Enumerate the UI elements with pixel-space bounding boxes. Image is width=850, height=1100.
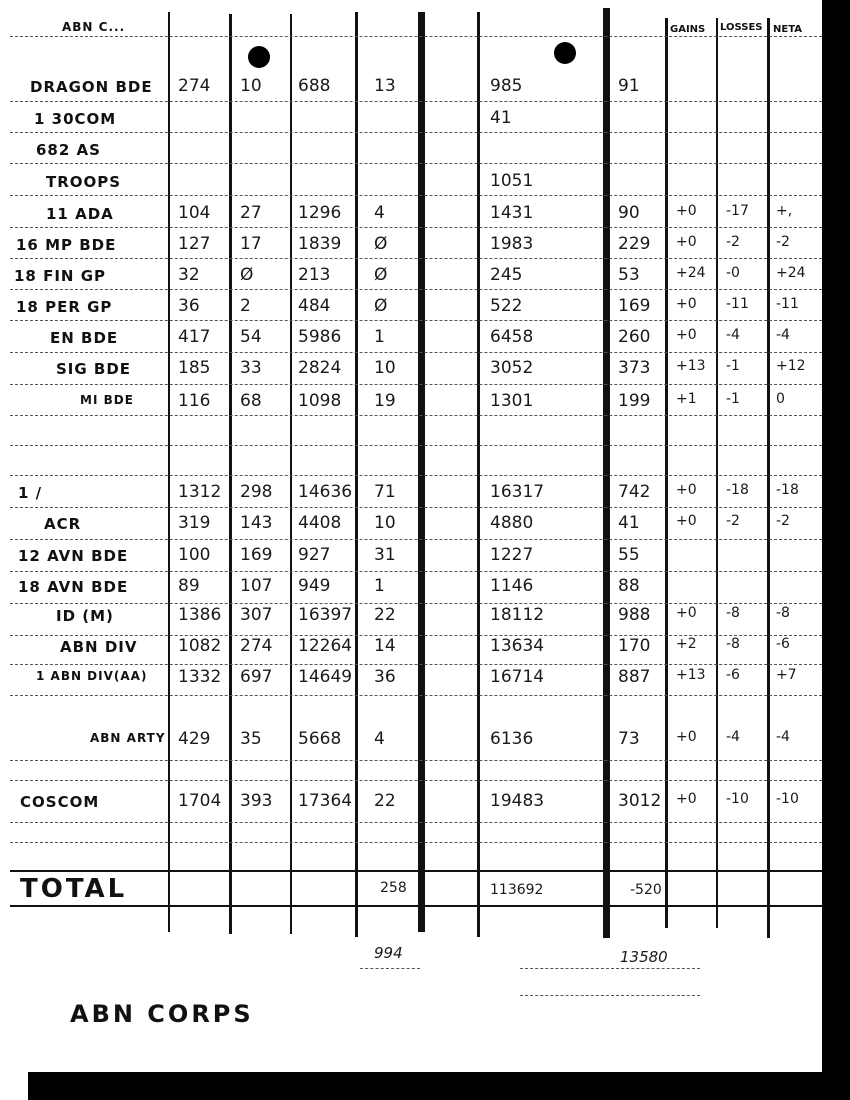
row-cell-c9: -8 bbox=[776, 605, 790, 621]
row-cell-c9: -10 bbox=[776, 791, 799, 807]
row-cell-c9: -6 bbox=[776, 636, 790, 652]
column-divider-heavy bbox=[418, 12, 425, 932]
row-cell-c8: -2 bbox=[726, 234, 740, 250]
row-label: TROOPS bbox=[46, 173, 122, 191]
row-line bbox=[10, 320, 822, 321]
row-cell-c1: 185 bbox=[178, 358, 211, 378]
row-cell-c1: 1704 bbox=[178, 791, 222, 811]
row-cell-c9: -2 bbox=[776, 234, 790, 250]
row-cell-c4: 4 bbox=[374, 203, 385, 223]
row-cell-c5: 3052 bbox=[490, 358, 534, 378]
row-cell-c3: 1098 bbox=[298, 391, 342, 411]
row-cell-c3: 4408 bbox=[298, 513, 342, 533]
row-cell-c2: 274 bbox=[240, 636, 273, 656]
row-cell-c2: 33 bbox=[240, 358, 262, 378]
total-label: TOTAL bbox=[20, 874, 128, 904]
row-cell-c8: -17 bbox=[726, 203, 749, 219]
row-cell-c1: 32 bbox=[178, 265, 200, 285]
row-cell-c5: 19483 bbox=[490, 791, 545, 811]
row-line bbox=[10, 289, 822, 290]
row-cell-c2: 393 bbox=[240, 791, 273, 811]
row-cell-c6: 742 bbox=[618, 482, 651, 502]
row-cell-c7: +0 bbox=[676, 729, 697, 745]
row-cell-c1: 100 bbox=[178, 545, 211, 565]
row-line bbox=[10, 842, 822, 843]
column-header-gains: GAINS bbox=[670, 24, 706, 35]
row-cell-c5: 16714 bbox=[490, 667, 545, 687]
row-cell-c9: -2 bbox=[776, 513, 790, 529]
row-line bbox=[520, 995, 700, 996]
row-cell-c2: 54 bbox=[240, 327, 262, 347]
row-cell-c4: 19 bbox=[374, 391, 396, 411]
row-cell-c1: 1082 bbox=[178, 636, 222, 656]
row-cell-c6: 260 bbox=[618, 327, 651, 347]
row-cell-c9: -11 bbox=[776, 296, 799, 312]
column-divider bbox=[665, 18, 668, 928]
row-cell-c4: 13 bbox=[374, 76, 396, 96]
row-cell-c4: Ø bbox=[374, 296, 388, 316]
column-divider bbox=[767, 18, 770, 938]
row-cell-c5: 4880 bbox=[490, 513, 534, 533]
row-cell-c5: 985 bbox=[490, 76, 523, 96]
total-line-bottom bbox=[10, 905, 822, 907]
row-cell-c1: 127 bbox=[178, 234, 211, 254]
row-cell-c1: 116 bbox=[178, 391, 211, 411]
row-cell-c2: 35 bbox=[240, 729, 262, 749]
row-cell-c1: 1312 bbox=[178, 482, 222, 502]
row-label: DRAGON BDE bbox=[30, 78, 153, 96]
row-line bbox=[360, 968, 420, 969]
row-line bbox=[10, 475, 822, 476]
row-cell-c3: 1296 bbox=[298, 203, 342, 223]
row-cell-c8: -4 bbox=[726, 729, 740, 745]
row-line bbox=[10, 195, 822, 196]
row-cell-c7: +0 bbox=[676, 605, 697, 621]
row-cell-c8: -2 bbox=[726, 513, 740, 529]
row-label: 16 MP BDE bbox=[16, 236, 117, 254]
row-cell-c2: 2 bbox=[240, 296, 251, 316]
row-cell-c6: 91 bbox=[618, 76, 640, 96]
row-cell-c8: -1 bbox=[726, 391, 740, 407]
row-cell-c4: 31 bbox=[374, 545, 396, 565]
row-cell-c2: 697 bbox=[240, 667, 273, 687]
row-cell-c3: 484 bbox=[298, 296, 331, 316]
row-cell-c2: 169 bbox=[240, 545, 273, 565]
row-cell-c7: +0 bbox=[676, 482, 697, 498]
row-cell-c9: -18 bbox=[776, 482, 799, 498]
row-cell-c7: +13 bbox=[676, 667, 706, 683]
row-line bbox=[10, 352, 822, 353]
row-cell-c8: -11 bbox=[726, 296, 749, 312]
row-cell-c9: +24 bbox=[776, 265, 806, 281]
row-cell-c6: 73 bbox=[618, 729, 640, 749]
row-line bbox=[10, 384, 822, 385]
row-cell-c8: -8 bbox=[726, 636, 740, 652]
row-cell-c3: 5668 bbox=[298, 729, 342, 749]
row-label: ID (M) bbox=[56, 607, 114, 625]
column-header-neta: NETA bbox=[773, 24, 802, 35]
row-cell-c5: 1051 bbox=[490, 171, 534, 191]
row-cell-c6: 988 bbox=[618, 605, 651, 625]
row-label: ACR bbox=[44, 515, 82, 533]
row-cell-c2: 68 bbox=[240, 391, 262, 411]
column-divider bbox=[168, 12, 170, 932]
row-cell-c1: 429 bbox=[178, 729, 211, 749]
row-cell-c7: +1 bbox=[676, 391, 697, 407]
row-cell-c5: 1431 bbox=[490, 203, 534, 223]
row-cell-c5: 522 bbox=[490, 296, 523, 316]
row-cell-c6: 41 bbox=[618, 513, 640, 533]
row-cell-c3: 17364 bbox=[298, 791, 353, 811]
punch-hole bbox=[554, 42, 576, 64]
row-label: ABN ARTY bbox=[90, 731, 166, 745]
column-divider bbox=[290, 14, 292, 934]
row-cell-c1: 417 bbox=[178, 327, 211, 347]
row-cell-c3: 12264 bbox=[298, 636, 353, 656]
row-cell-c7: +0 bbox=[676, 513, 697, 529]
row-cell-c2: 27 bbox=[240, 203, 262, 223]
row-cell-c6: 373 bbox=[618, 358, 651, 378]
row-cell-c4: 22 bbox=[374, 605, 396, 625]
total-c4: 258 bbox=[380, 880, 407, 896]
row-line bbox=[10, 507, 822, 508]
row-cell-c2: 298 bbox=[240, 482, 273, 502]
sheet-title: ABN C... bbox=[62, 20, 126, 34]
row-cell-c5: 1227 bbox=[490, 545, 534, 565]
row-cell-c1: 1332 bbox=[178, 667, 222, 687]
row-cell-c6: 229 bbox=[618, 234, 651, 254]
row-cell-c5: 1301 bbox=[490, 391, 534, 411]
row-cell-c5: 1983 bbox=[490, 234, 534, 254]
row-cell-c1: 104 bbox=[178, 203, 211, 223]
row-line bbox=[10, 780, 822, 781]
scan-border-right bbox=[822, 0, 850, 1100]
row-line bbox=[10, 664, 822, 665]
row-cell-c5: 41 bbox=[490, 108, 512, 128]
row-cell-c9: +12 bbox=[776, 358, 806, 374]
row-cell-c2: 10 bbox=[240, 76, 262, 96]
row-cell-c8: -0 bbox=[726, 265, 740, 281]
row-label: 682 AS bbox=[36, 141, 101, 159]
row-cell-c6: 55 bbox=[618, 545, 640, 565]
row-cell-c9: +7 bbox=[776, 667, 797, 683]
row-cell-c2: 17 bbox=[240, 234, 262, 254]
row-cell-c3: 688 bbox=[298, 76, 331, 96]
row-cell-c5: 6458 bbox=[490, 327, 534, 347]
column-divider bbox=[716, 18, 718, 928]
row-cell-c8: -1 bbox=[726, 358, 740, 374]
row-cell-c2: 307 bbox=[240, 605, 273, 625]
row-line bbox=[10, 415, 822, 416]
row-cell-c6: 90 bbox=[618, 203, 640, 223]
row-label: SIG BDE bbox=[56, 360, 132, 378]
row-cell-c8: -6 bbox=[726, 667, 740, 683]
row-cell-c4: 1 bbox=[374, 327, 385, 347]
row-label: 1 ABN DIV(AA) bbox=[36, 669, 148, 683]
row-line bbox=[10, 603, 822, 604]
row-cell-c8: -18 bbox=[726, 482, 749, 498]
row-cell-c6: 170 bbox=[618, 636, 651, 656]
row-line bbox=[10, 36, 822, 37]
row-cell-c2: 107 bbox=[240, 576, 273, 596]
row-cell-c1: 89 bbox=[178, 576, 200, 596]
row-cell-c9: 0 bbox=[776, 391, 785, 407]
row-cell-c3: 5986 bbox=[298, 327, 342, 347]
total-line-top bbox=[10, 870, 822, 872]
row-cell-c6: 199 bbox=[618, 391, 651, 411]
row-label: 18 FIN GP bbox=[14, 267, 107, 285]
row-line bbox=[10, 258, 822, 259]
row-cell-c8: -8 bbox=[726, 605, 740, 621]
row-cell-c4: Ø bbox=[374, 234, 388, 254]
row-cell-c4: 71 bbox=[374, 482, 396, 502]
column-divider-heavy bbox=[603, 8, 610, 938]
row-cell-c8: -10 bbox=[726, 791, 749, 807]
row-line bbox=[520, 968, 700, 969]
column-header-losses: LOSSES bbox=[720, 22, 763, 33]
row-cell-c4: 10 bbox=[374, 358, 396, 378]
row-label: 11 ADA bbox=[46, 205, 114, 223]
row-cell-c3: 14636 bbox=[298, 482, 353, 502]
row-line bbox=[10, 132, 822, 133]
row-cell-c1: 1386 bbox=[178, 605, 222, 625]
row-cell-c7: +0 bbox=[676, 296, 697, 312]
row-cell-c3: 1839 bbox=[298, 234, 342, 254]
row-cell-c7: +2 bbox=[676, 636, 697, 652]
row-label: 12 AVN BDE bbox=[18, 547, 129, 565]
row-cell-c3: 2824 bbox=[298, 358, 342, 378]
row-line bbox=[10, 760, 822, 761]
row-cell-c6: 53 bbox=[618, 265, 640, 285]
row-cell-c5: 18112 bbox=[490, 605, 545, 625]
row-cell-c6: 169 bbox=[618, 296, 651, 316]
total-c6: -520 bbox=[630, 882, 662, 898]
row-cell-c5: 1146 bbox=[490, 576, 534, 596]
row-cell-c5: 245 bbox=[490, 265, 523, 285]
row-cell-c2: 143 bbox=[240, 513, 273, 533]
row-cell-c5: 13634 bbox=[490, 636, 545, 656]
row-cell-c9: -4 bbox=[776, 729, 790, 745]
row-cell-c3: 16397 bbox=[298, 605, 353, 625]
row-line bbox=[10, 539, 822, 540]
total-c5: 113692 bbox=[490, 882, 544, 898]
punch-hole bbox=[248, 46, 270, 68]
row-cell-c7: +24 bbox=[676, 265, 706, 281]
row-line bbox=[10, 571, 822, 572]
row-cell-c4: 36 bbox=[374, 667, 396, 687]
row-label: 1 / bbox=[18, 484, 43, 502]
row-cell-c3: 213 bbox=[298, 265, 331, 285]
row-cell-c9: +, bbox=[776, 203, 793, 219]
row-label: COSCOM bbox=[20, 793, 100, 811]
row-label: 18 PER GP bbox=[16, 298, 113, 316]
row-cell-c1: 274 bbox=[178, 76, 211, 96]
footnote-13580: 13580 bbox=[620, 948, 668, 966]
corps-label: ABN CORPS bbox=[70, 1000, 254, 1028]
row-line bbox=[10, 101, 822, 102]
row-cell-c1: 319 bbox=[178, 513, 211, 533]
row-line bbox=[10, 635, 822, 636]
row-label: 1 30COM bbox=[34, 110, 117, 128]
row-cell-c4: 14 bbox=[374, 636, 396, 656]
row-cell-c4: 10 bbox=[374, 513, 396, 533]
row-cell-c5: 16317 bbox=[490, 482, 545, 502]
row-cell-c8: -4 bbox=[726, 327, 740, 343]
row-cell-c6: 3012 bbox=[618, 791, 662, 811]
row-cell-c7: +0 bbox=[676, 327, 697, 343]
row-cell-c2: Ø bbox=[240, 265, 254, 285]
row-cell-c4: 1 bbox=[374, 576, 385, 596]
row-line bbox=[10, 445, 822, 446]
row-cell-c5: 6136 bbox=[490, 729, 534, 749]
row-cell-c7: +0 bbox=[676, 203, 697, 219]
row-label: 18 AVN BDE bbox=[18, 578, 129, 596]
row-line bbox=[10, 822, 822, 823]
row-cell-c9: -4 bbox=[776, 327, 790, 343]
row-cell-c7: +0 bbox=[676, 791, 697, 807]
row-label: ABN DIV bbox=[60, 638, 138, 656]
row-cell-c6: 88 bbox=[618, 576, 640, 596]
row-cell-c1: 36 bbox=[178, 296, 200, 316]
row-line bbox=[10, 227, 822, 228]
row-cell-c4: Ø bbox=[374, 265, 388, 285]
row-line bbox=[10, 163, 822, 164]
footnote-994: 994 bbox=[374, 944, 403, 962]
row-cell-c4: 4 bbox=[374, 729, 385, 749]
row-cell-c3: 927 bbox=[298, 545, 331, 565]
row-cell-c6: 887 bbox=[618, 667, 651, 687]
row-cell-c7: +13 bbox=[676, 358, 706, 374]
row-cell-c3: 14649 bbox=[298, 667, 353, 687]
row-cell-c7: +0 bbox=[676, 234, 697, 250]
row-line bbox=[10, 695, 822, 696]
column-divider bbox=[229, 14, 232, 934]
row-cell-c4: 22 bbox=[374, 791, 396, 811]
row-label: EN BDE bbox=[50, 329, 119, 347]
row-label: MI BDE bbox=[80, 393, 134, 407]
scan-border-bottom bbox=[28, 1072, 850, 1100]
row-cell-c3: 949 bbox=[298, 576, 331, 596]
